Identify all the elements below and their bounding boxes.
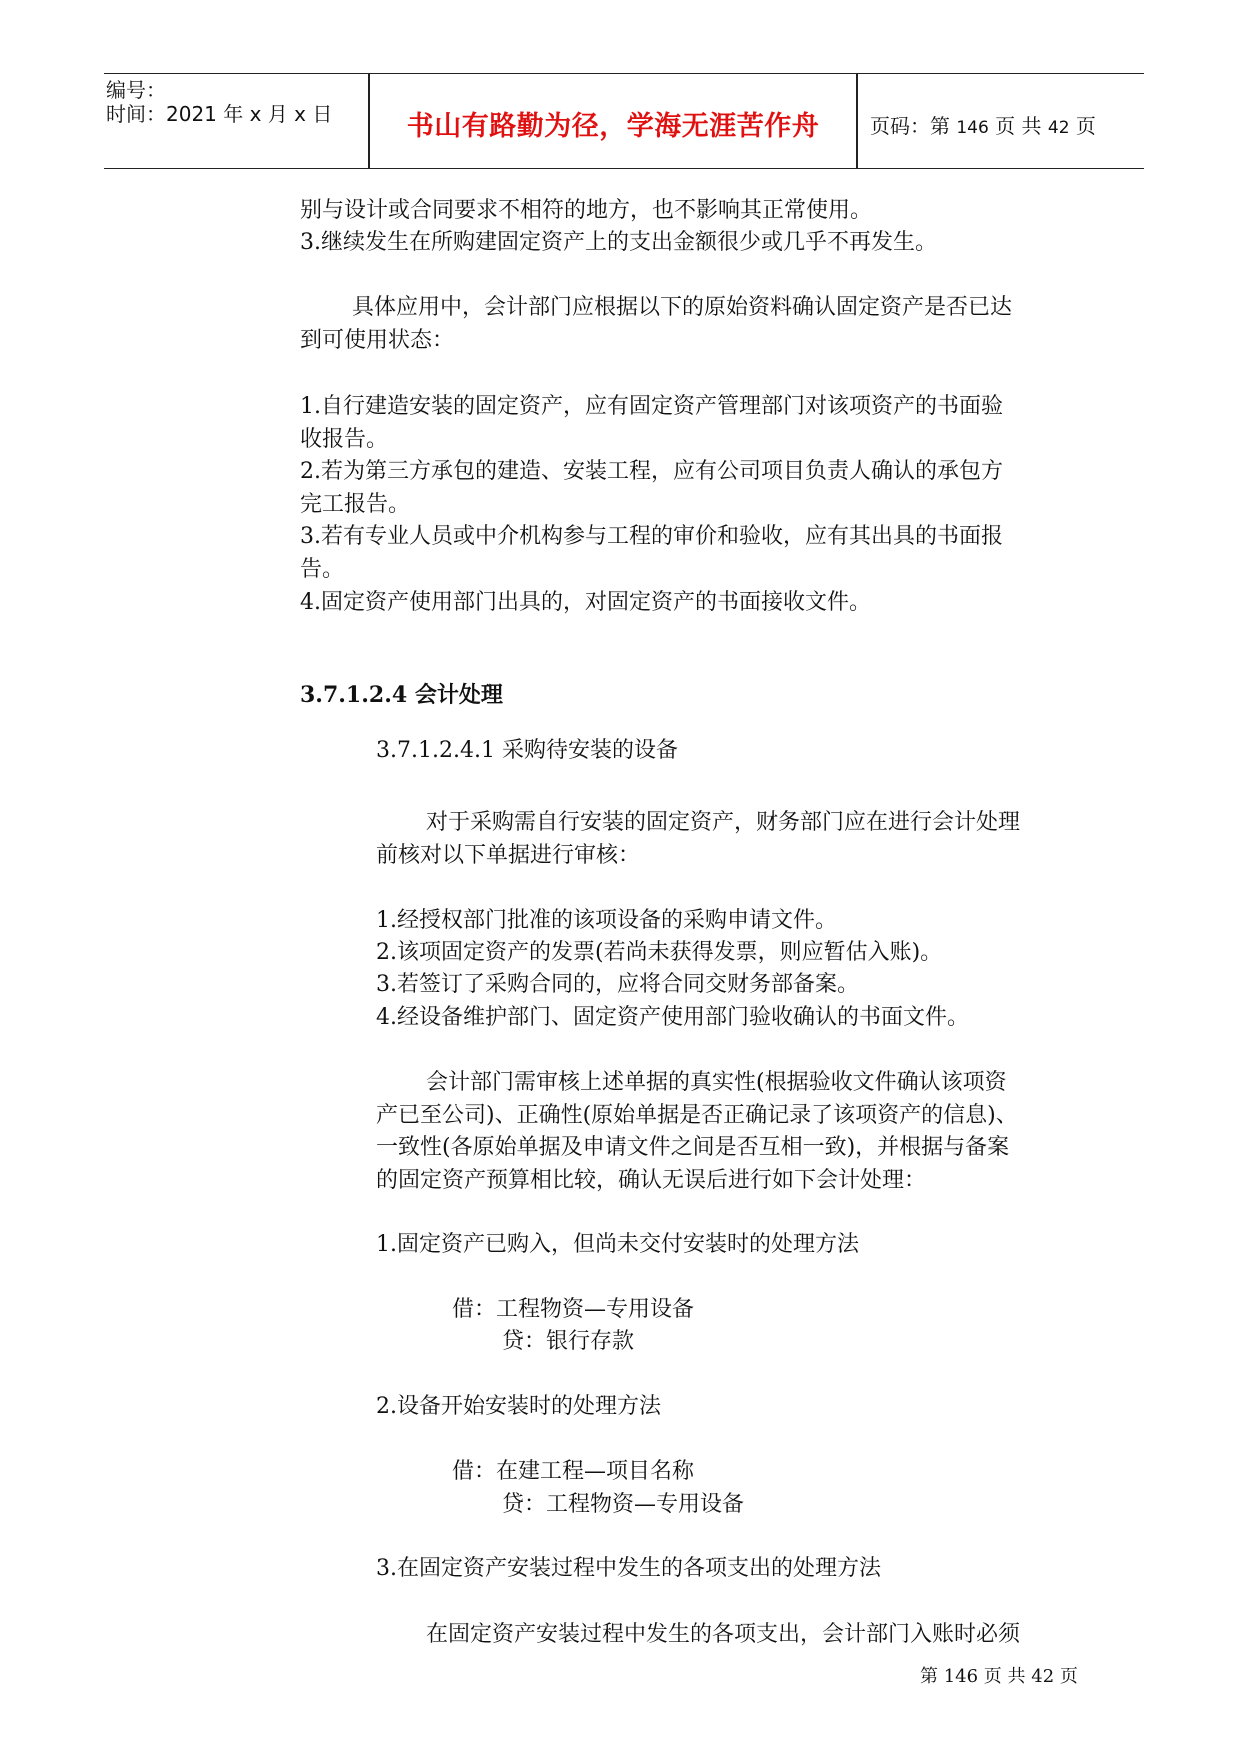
body-line: 3.若有专业人员或中介机构参与工程的审价和验收，应有其出具的书面报 (300, 524, 1003, 549)
body-line: 收报告。 (300, 427, 389, 452)
page-prefix: 页码：第 (870, 114, 957, 138)
page-suffix: 页 (1069, 114, 1096, 138)
body-line: 会计部门需审核上述单据的真实性(根据验收文件确认该项资 (426, 1070, 1007, 1095)
body-line: 告。 (300, 557, 345, 582)
body-line: 的固定资产预算相比较，确认无误后进行如下会计处理： (376, 1168, 927, 1193)
body-line: 前核对以下单据进行审核： (376, 843, 641, 868)
header-motto-cell (370, 74, 858, 168)
page-current: 146 (956, 118, 989, 138)
body-line: 3.若签订了采购合同的，应将合同交财务部备案。 (376, 972, 859, 997)
body-line: 3.在固定资产安装过程中发生的各项支出的处理方法 (376, 1556, 881, 1581)
document-time-label: 时间：2021 年 x 月 x 日 (106, 102, 333, 126)
section-heading: 3.7.1.2.4 会计处理 (300, 682, 503, 708)
journal-entry-credit: 贷：银行存款 (502, 1329, 635, 1354)
body-line: 1.自行建造安装的固定资产，应有固定资产管理部门对该项资产的书面验 (300, 394, 1003, 419)
body-line: 完工报告。 (300, 492, 411, 517)
page-header (104, 73, 1144, 169)
body-line: 1.固定资产已购入，但尚未交付安装时的处理方法 (376, 1232, 859, 1257)
body-line: 一致性(各原始单据及申请文件之间是否互相一致)，并根据与备案 (376, 1135, 1010, 1160)
page-total: 42 (1047, 118, 1070, 138)
journal-entry-debit: 借：在建工程—项目名称 (452, 1459, 695, 1484)
journal-entry-credit: 贷：工程物资—专用设备 (502, 1492, 745, 1517)
page-footer: 第 146 页 共 42 页 (920, 1666, 1078, 1687)
body-line: 1.经授权部门批准的该项设备的采购申请文件。 (376, 908, 837, 933)
body-line: 对于采购需自行安装的固定资产，财务部门应在进行会计处理 (426, 810, 1021, 835)
body-line: 4.经设备维护部门、固定资产使用部门验收确认的书面文件。 (376, 1005, 969, 1030)
body-line: 在固定资产安装过程中发生的各项支出，会计部门入账时必须 (426, 1622, 1021, 1647)
body-line: 具体应用中，会计部门应根据以下的原始资料确认固定资产是否已达 (352, 295, 1013, 320)
body-line: 到可使用状态： (300, 328, 455, 353)
header-motto: 书山有路勤为径，学海无涯苦作舟 (406, 111, 820, 142)
journal-entry-debit: 借：工程物资—专用设备 (452, 1297, 695, 1322)
body-line: 3.继续发生在所购建固定资产上的支出金额很少或几乎不再发生。 (300, 230, 937, 255)
body-line: 4.固定资产使用部门出具的，对固定资产的书面接收文件。 (300, 590, 871, 615)
header-info-cell (104, 74, 370, 168)
body-line: 别与设计或合同要求不相符的地方，也不影响其正常使用。 (300, 198, 873, 223)
body-line: 产已至公司)、正确性(原始单据是否正确记录了该项资产的信息)、 (376, 1103, 1018, 1128)
subsection-heading: 3.7.1.2.4.1 采购待安装的设备 (376, 738, 678, 763)
header-page-cell (858, 74, 1144, 168)
page-middle: 页 共 (988, 114, 1048, 138)
document-number-label: 编号： (106, 78, 166, 102)
body-line: 2.若为第三方承包的建造、安装工程，应有公司项目负责人确认的承包方 (300, 459, 1003, 484)
body-line: 2.该项固定资产的发票(若尚未获得发票，则应暂估入账)。 (376, 940, 943, 965)
body-line: 2.设备开始安装时的处理方法 (376, 1394, 661, 1419)
header-page-code (870, 110, 1096, 139)
